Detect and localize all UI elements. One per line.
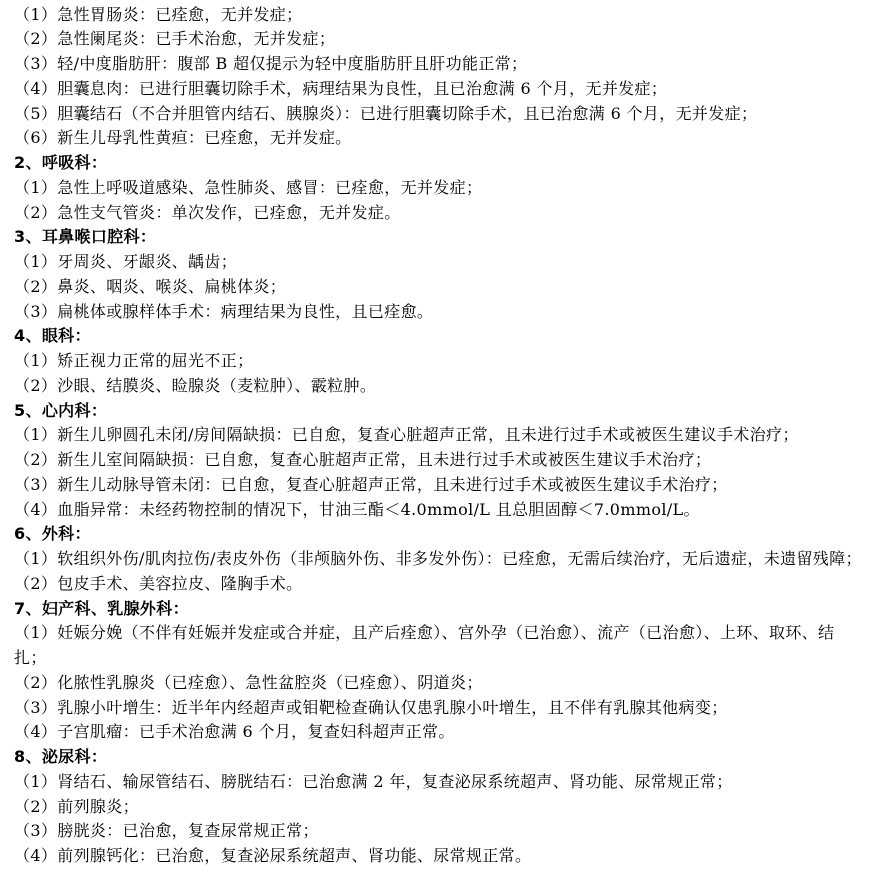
list-item: （2）沙眼、结膜炎、睑腺炎（麦粒肿）、霰粒肿。 — [14, 375, 377, 395]
section-heading: 4、眼科： — [14, 326, 91, 346]
list-item: （2）包皮手术、美容拉皮、隆胸手术。 — [14, 573, 303, 593]
list-item: （3）乳腺小叶增生：近半年内经超声或钼靶检查确认仅患乳腺小叶增生，且不伴有乳腺其他病变； — [14, 697, 728, 717]
list-item-continuation: 扎； — [14, 648, 47, 668]
section-heading: 3、耳鼻喉口腔科： — [14, 227, 157, 247]
list-item: （2）急性阑尾炎：已手术治愈，无并发症； — [14, 29, 336, 49]
list-item: （3）轻/中度脂肪肝：腹部 B 超仅提示为轻中度脂肪肝且肝功能正常； — [14, 54, 528, 74]
section-ophthalmology — [14, 324, 879, 398]
section-heading: 5、心内科： — [14, 400, 108, 420]
section-ent — [14, 225, 879, 324]
list-item: （1）急性上呼吸道感染、急性肺炎、感冒：已痊愈，无并发症； — [14, 177, 483, 197]
section-urology — [14, 745, 879, 869]
list-item: （3）膀胱炎：已治愈，复查尿常规正常； — [14, 821, 319, 841]
list-item: （2）化脓性乳腺炎（已痊愈）、急性盆腔炎（已痊愈）、阴道炎； — [14, 672, 483, 692]
section-digestive — [14, 3, 879, 152]
list-item: （2）新生儿室间隔缺损：已自愈，复查心脏超声正常，且未进行过手术或被医生建议手术治疗； — [14, 450, 712, 470]
list-item: （1）急性胃肠炎：已痊愈，无并发症； — [14, 4, 303, 24]
list-item: （3）扁桃体或腺样体手术：病理结果为良性，且已痊愈。 — [14, 301, 434, 321]
section-cardiology — [14, 399, 879, 523]
list-item: （1）肾结石、输尿管结石、膀胱结石：已治愈满 2 年，复查泌尿系统超声、肾功能、尿常规正常； — [14, 771, 733, 791]
list-item: （4）子宫肌瘤：已手术治愈满 6 个月，复查妇科超声正常。 — [14, 722, 455, 742]
section-heading: 8、泌尿科： — [14, 747, 108, 767]
list-item: （6）新生儿母乳性黄疸：已痊愈，无并发症。 — [14, 128, 352, 148]
section-heading: 7、妇产科、乳腺外科： — [14, 598, 189, 618]
section-respiratory — [14, 151, 879, 225]
list-item: （2）鼻炎、咽炎、喉炎、扁桃体炎； — [14, 276, 287, 296]
section-heading: 2、呼吸科： — [14, 153, 108, 173]
section-surgery — [14, 522, 879, 596]
list-item: （1）软组织外伤/肌肉拉伤/表皮外伤（非颅脑外伤、非多发外伤）：已痊愈，无需后续治疗，无后遗症，未遗留残障； — [14, 549, 862, 569]
section-heading: 6、外科： — [14, 524, 91, 544]
list-item: （4）血脂异常：未经药物控制的情况下，甘油三酯＜4.0mmol/L 且总胆固醇＜7.0mmol/L。 — [14, 499, 700, 519]
list-item: （5）胆囊结石（不合并胆管内结石、胰腺炎）：已进行胆囊切除手术，且已治愈满 6 个月，无并发症； — [14, 103, 758, 123]
list-item: （1）新生儿卵圆孔未闭/房间隔缺损：已自愈，复查心脏超声正常，且未进行过手术或被医生建议手术治疗； — [14, 425, 799, 445]
list-item: （1）妊娠分娩（不伴有妊娠并发症或合并症，且产后痊愈）、宫外孕（已治愈）、流产（已治愈）、上环、取环、结 — [14, 623, 835, 643]
list-item: （3）新生儿动脉导管未闭：已自愈，复查心脏超声正常，且未进行过手术或被医生建议手术治疗； — [14, 474, 728, 494]
list-item: （2）急性支气管炎：单次发作，已痊愈，无并发症。 — [14, 202, 401, 222]
list-item: （4）前列腺钙化：已治愈，复查泌尿系统超声、肾功能、尿常规正常。 — [14, 846, 532, 866]
list-item: （1）牙周炎、牙龈炎、龋齿； — [14, 252, 238, 272]
list-item: （1）矫正视力正常的屈光不正； — [14, 351, 254, 371]
list-item: （2）前列腺炎； — [14, 796, 139, 816]
section-obgyn — [14, 597, 879, 746]
list-item: （4）胆囊息肉：已进行胆囊切除手术，病理结果为良性，且已治愈满 6 个月，无并发症； — [14, 78, 668, 98]
